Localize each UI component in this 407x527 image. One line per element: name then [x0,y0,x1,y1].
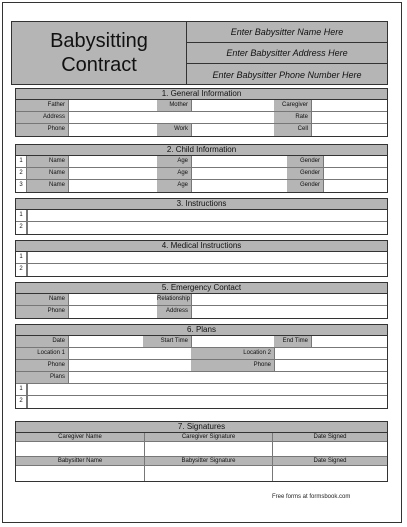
child-age-field[interactable] [191,168,287,179]
plans-line-field[interactable] [27,396,387,408]
location-1-field[interactable] [68,348,191,359]
emergency-name-field[interactable] [68,294,157,305]
emergency-name-label: Name [16,294,68,305]
row-number: 2 [16,264,27,276]
date-label: Date [16,336,68,347]
cell-field[interactable] [311,124,387,136]
emergency-phone-field[interactable] [68,306,157,318]
child-row [16,168,387,180]
caregiver-name-label: Caregiver Name [16,433,144,441]
caregiver-field[interactable] [311,100,387,111]
emergency-address-field[interactable] [191,306,387,318]
babysitter-phone-field[interactable]: Enter Babysitter Phone Number Here [212,69,362,80]
child-age-field[interactable] [191,180,287,192]
plans-line [16,384,387,396]
location-2-phone-label: Phone [191,360,274,371]
plans-section [15,324,388,409]
child-gender-field[interactable] [323,168,387,179]
date-field[interactable] [68,336,143,347]
row-number: 1 [16,210,27,221]
child-gender-label: Gender [287,168,323,179]
location-2-phone-field[interactable] [274,360,387,371]
instructions-section [15,198,388,235]
caregiver-name-field[interactable] [16,442,144,456]
row-number: 1 [16,384,27,395]
babysitter-info-box [187,21,388,85]
signature-labels-row-1 [16,433,387,442]
babysitter-name-field[interactable]: Enter Babysitter Name Here [187,22,387,43]
plans-row-date [16,336,387,348]
child-age-label: Age [157,168,191,179]
medical-field[interactable] [27,264,387,276]
medical-row [16,264,387,276]
child-information-section [15,144,388,193]
mother-label: Mother [157,100,191,111]
rate-label: Rate [274,112,311,123]
general-row-parents [16,100,387,112]
date-signed-label: Date Signed [272,457,387,465]
plans-label: Plans [16,372,68,383]
section-title: 5. Emergency Contact [16,283,387,294]
child-gender-field[interactable] [323,180,387,192]
section-title: 6. Plans [16,325,387,336]
medical-field[interactable] [27,252,387,263]
title-line-1: Babysitting [50,30,148,52]
end-time-field[interactable] [311,336,387,347]
address-field[interactable] [68,112,274,123]
work-field[interactable] [191,124,274,136]
babysitter-address-field[interactable]: Enter Babysitter Address Here [187,43,387,64]
medical-instructions-section [15,240,388,277]
plans-row-location [16,348,387,360]
phone-field[interactable] [68,124,157,136]
child-name-field[interactable] [68,180,157,192]
row-number: 1 [16,156,27,167]
work-label: Work [157,124,191,136]
rate-field[interactable] [311,112,387,123]
father-field[interactable] [68,100,157,111]
emergency-phone-label: Phone [16,306,68,318]
location-2-field[interactable] [274,348,387,359]
child-gender-label: Gender [287,156,323,167]
babysitter-name-label: Babysitter Name [16,457,144,465]
instruction-row [16,210,387,222]
section-title: 2. Child Information [16,145,387,156]
child-name-label: Name [27,156,68,167]
babysitter-name-field[interactable] [16,466,144,481]
start-time-label: Start Time [143,336,191,347]
plans-line [16,396,387,408]
child-name-field[interactable] [68,168,157,179]
instruction-field[interactable] [27,222,387,234]
emergency-address-label: Address [157,306,191,318]
child-gender-label: Gender [287,180,323,192]
child-name-label: Name [27,180,68,192]
plans-row-phone [16,360,387,372]
location-2-label: Location 2 [191,348,274,359]
signature-fields-row-1 [16,442,387,457]
row-number: 2 [16,396,27,408]
general-row-phone [16,124,387,136]
section-title: 3. Instructions [16,199,387,210]
child-age-label: Age [157,156,191,167]
plans-row-plans [16,372,387,384]
father-label: Father [16,100,68,111]
location-1-phone-label: Phone [16,360,68,371]
relationship-field[interactable] [191,294,387,305]
child-row [16,180,387,192]
title-box [11,21,187,85]
caregiver-signature-label: Caregiver Signature [144,433,272,441]
babysitter-signature-field[interactable] [144,466,272,481]
child-row [16,156,387,168]
general-row-address [16,112,387,124]
caregiver-label: Caregiver [274,100,311,111]
medical-row [16,252,387,264]
location-1-label: Location 1 [16,348,68,359]
end-time-label: End Time [274,336,311,347]
child-name-label: Name [27,168,68,179]
child-age-label: Age [157,180,191,192]
address-label: Address [16,112,68,123]
section-title: 4. Medical Instructions [16,241,387,252]
child-gender-field[interactable] [323,156,387,167]
signature-labels-row-2 [16,457,387,466]
section-title: 7. Signatures [16,422,387,433]
row-number: 1 [16,252,27,263]
cell-label: Cell [274,124,311,136]
child-age-field[interactable] [191,156,287,167]
instruction-row [16,222,387,234]
location-1-phone-field[interactable] [68,360,191,371]
emergency-row-1 [16,294,387,306]
babysitter-signature-label: Babysitter Signature [144,457,272,465]
plans-field[interactable] [68,372,387,383]
caregiver-signature-field[interactable] [144,442,272,456]
babysitter-date-field[interactable] [272,466,387,481]
row-number: 2 [16,222,27,234]
header [11,21,388,85]
relationship-label: Relationship [157,294,191,305]
row-number: 2 [16,168,27,179]
general-information-section [15,88,388,137]
row-number: 3 [16,180,27,192]
signatures-section [15,421,388,482]
child-name-field[interactable] [68,156,157,167]
start-time-field[interactable] [191,336,274,347]
section-title: 1. General Information [16,89,387,100]
title-line-2: Contract [61,54,137,76]
date-signed-label: Date Signed [272,433,387,441]
emergency-row-2 [16,306,387,318]
footer-credit: Free forms at formsbook.com [272,494,351,500]
phone-label: Phone [16,124,68,136]
emergency-contact-section [15,282,388,319]
caregiver-date-field[interactable] [272,442,387,456]
mother-field[interactable] [191,100,274,111]
plans-line-field[interactable] [27,384,387,395]
signature-fields-row-2 [16,466,387,481]
instruction-field[interactable] [27,210,387,221]
